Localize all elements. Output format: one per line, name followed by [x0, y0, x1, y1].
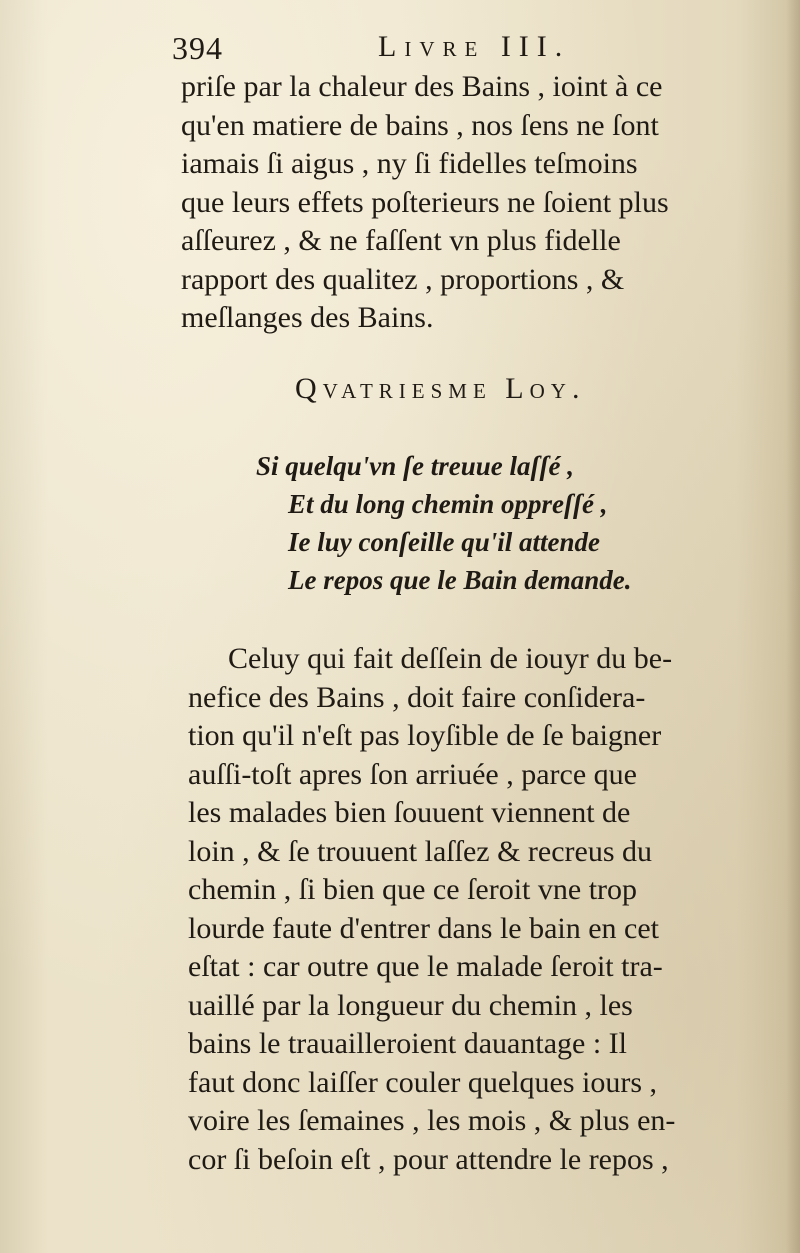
section-heading: Qvatriesme Loy. [295, 372, 586, 405]
text-line: Celuy qui fait deſſein de iouyr du be- [228, 642, 673, 675]
body-paragraph [188, 640, 762, 1179]
running-head [168, 28, 648, 68]
text-line: nefice des Bains , doit faire conſidera- [188, 680, 646, 714]
text-line: bains le trauailleroient dauantage : Il [188, 1027, 627, 1060]
verse-block [256, 447, 631, 599]
running-title: Livre III. [378, 30, 571, 63]
verse-line: Et du long chemin oppreſſé , [288, 489, 608, 519]
text-line: priſe par la chaleur des Bains , ioint à ce [181, 70, 663, 103]
text-line: voire les ſemaines , les mois , & plus en- [188, 1104, 676, 1137]
text-line: loin , & ſe trouuent laſſez & recreus du [188, 834, 653, 868]
page-number: 394 [172, 30, 223, 66]
text-line: uaillé par la longueur du chemin , les [188, 988, 633, 1022]
text-line: les malades bien ſouuent viennent de [188, 796, 631, 829]
opening-paragraph [181, 68, 761, 338]
text-line: cor ſi beſoin eſt , pour attendre le repos , [188, 1142, 669, 1176]
text-line: iamais ſi aigus , ny ſi fidelles teſmoins [181, 147, 638, 180]
text-line: eſtat : car outre que le malade ſeroit tra- [188, 950, 663, 983]
text-line: que leurs effets poſterieurs ne ſoient plus [181, 185, 669, 219]
text-line: lourde faute d'entrer dans le bain en cet [188, 911, 660, 945]
verse-line: Si quelqu'vn ſe treuue laſſé , [256, 451, 574, 481]
text-line: chemin , ſi bien que ce ſeroit vne trop [188, 873, 638, 906]
verse-line: Le repos que le Bain demande. [288, 565, 632, 595]
text-line: faut donc laiſſer couler quelques iours , [188, 1065, 658, 1099]
text-line: auſſi-toſt apres ſon arriuée , parce que [188, 757, 637, 791]
verse-line: Ie luy conſeille qu'il attende [288, 527, 600, 557]
text-line: rapport des qualitez , proportions , & [181, 262, 625, 296]
text-line: tion qu'il n'eſt pas loyſible de ſe baigner [188, 719, 662, 752]
page-edge-shadow [786, 0, 800, 1253]
text-line: qu'en matiere de bains , nos ſens ne ſont [181, 108, 659, 142]
text-line: meſlanges des Bains. [181, 301, 434, 334]
text-line: aſſeurez , & ne faſſent vn plus fidelle [181, 224, 621, 257]
